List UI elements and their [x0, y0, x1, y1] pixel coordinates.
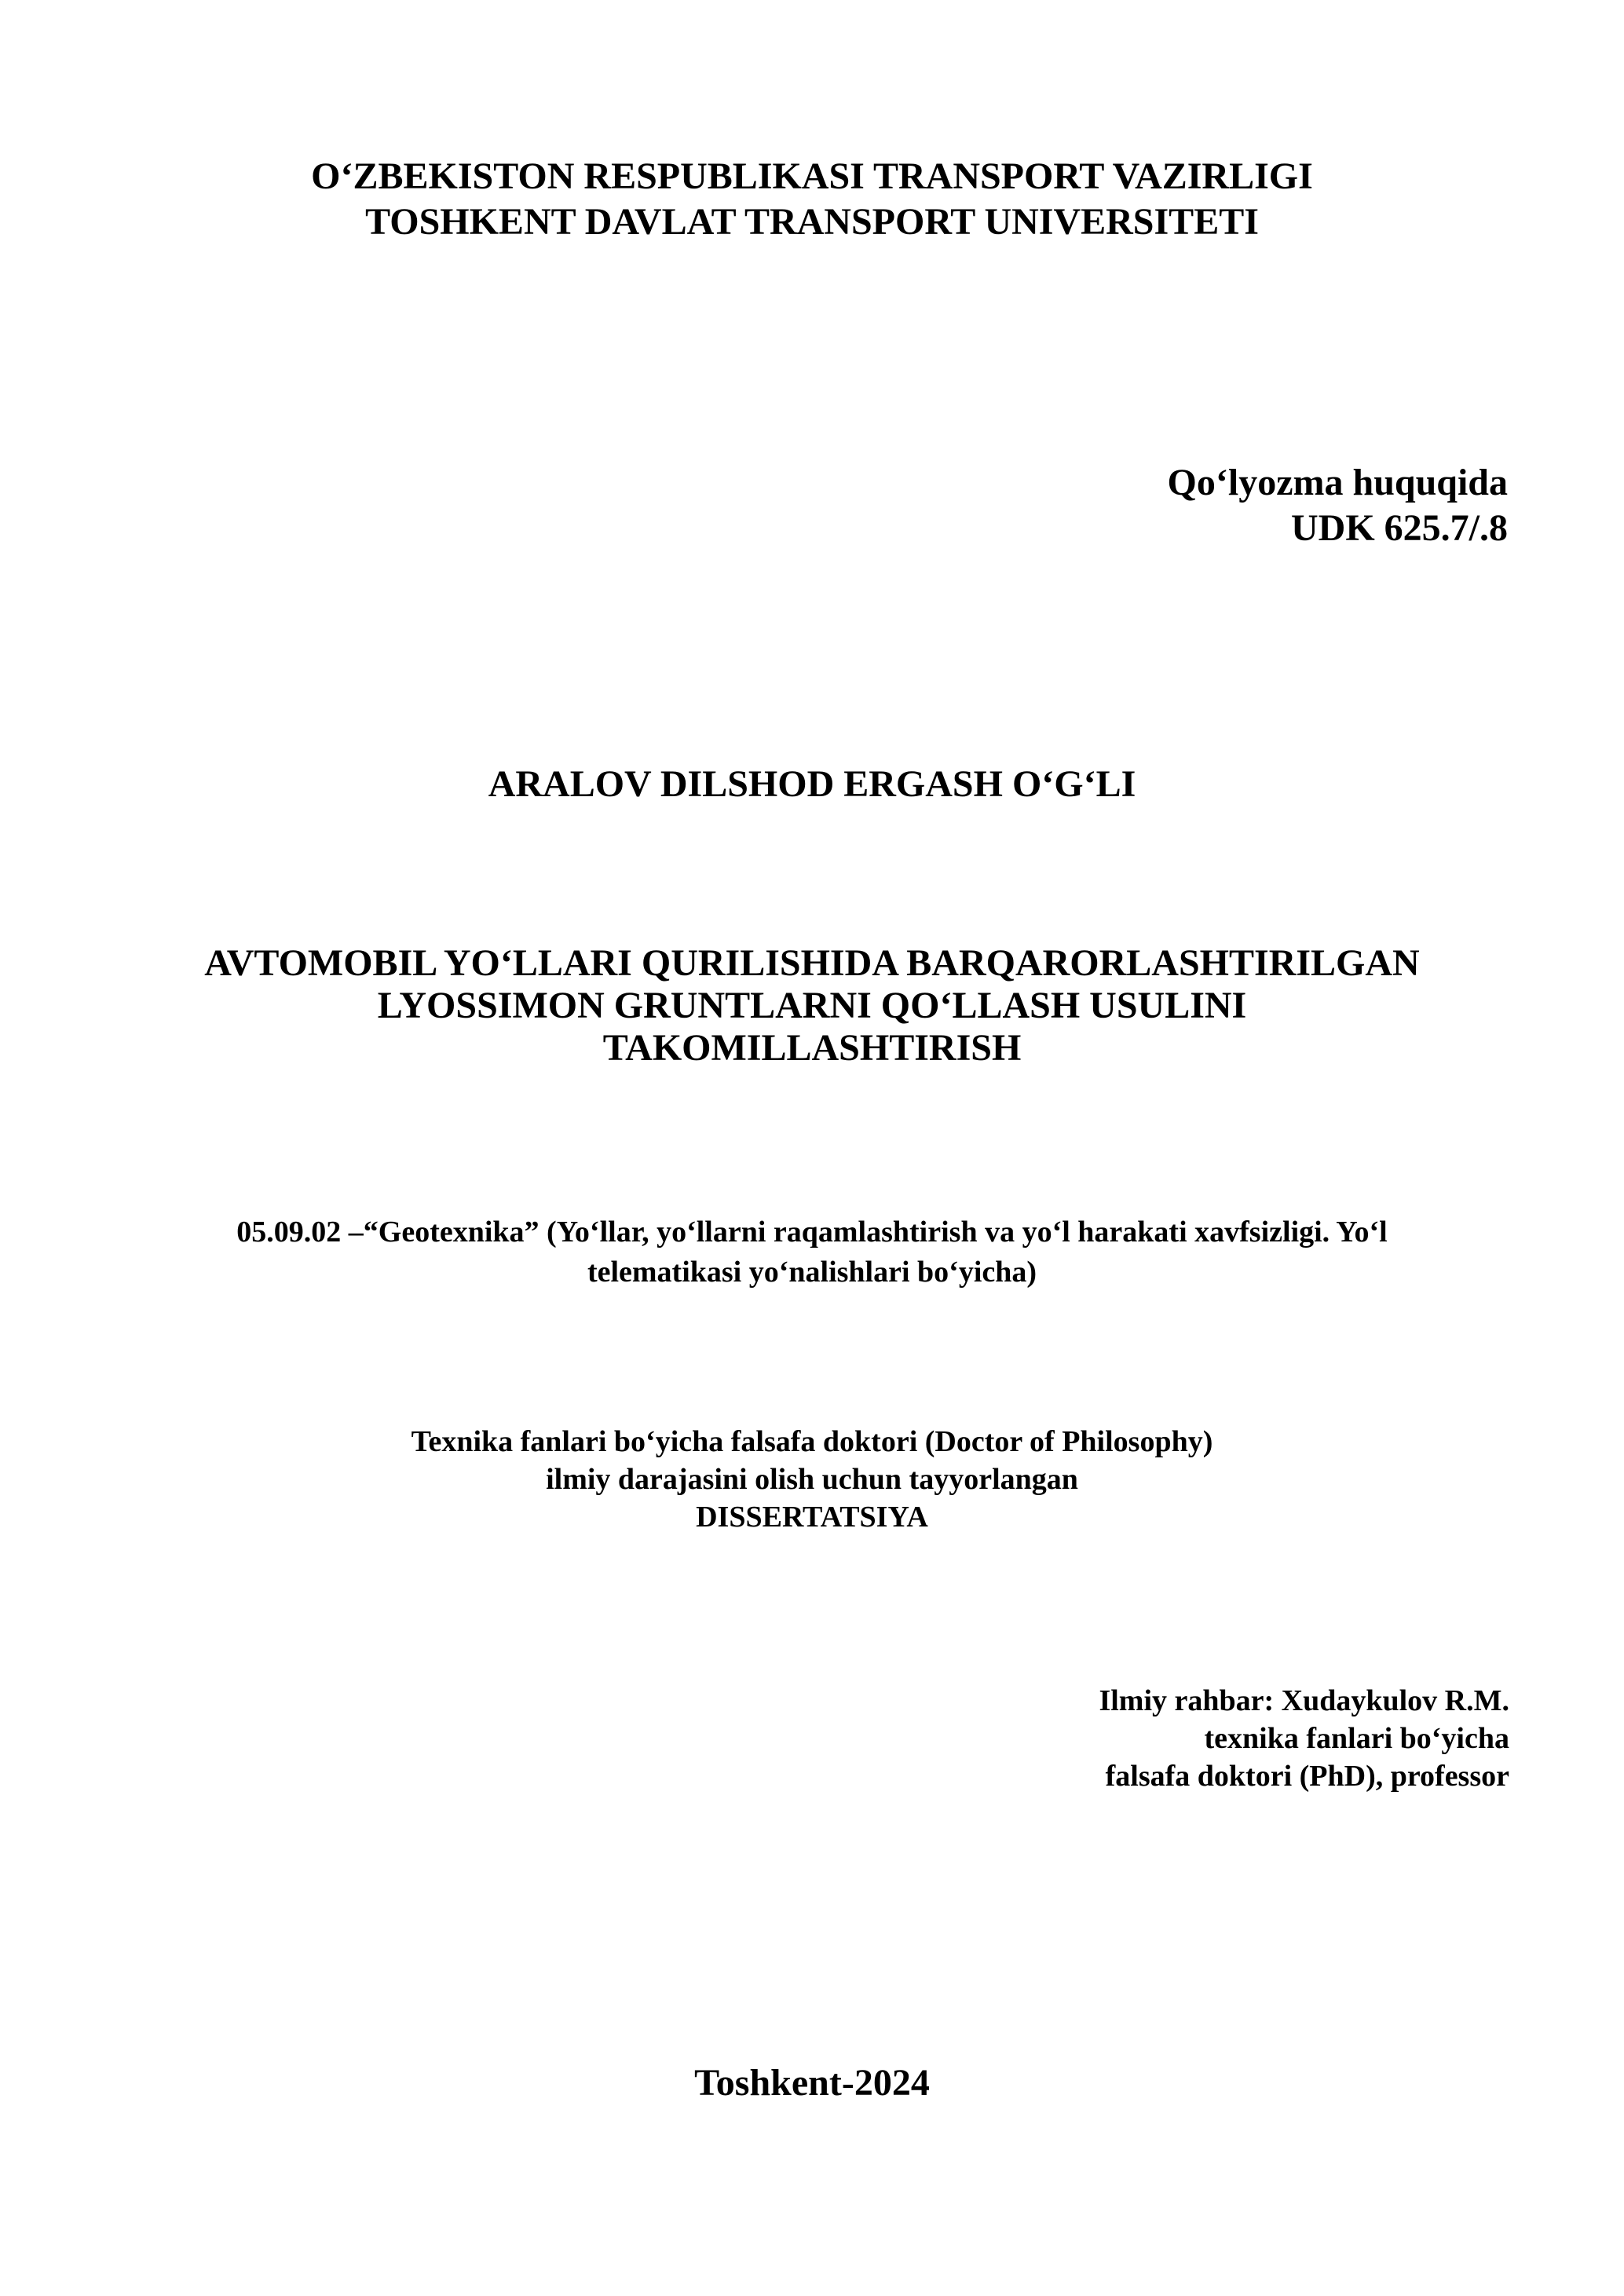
ministry-name: O‘ZBEKISTON RESPUBLIKASI TRANSPORT VAZIRLIGI [311, 155, 1313, 197]
manuscript-rights: Qo‘lyozma huquqida [1167, 462, 1508, 503]
place-year: Toshkent-2024 [694, 2062, 930, 2104]
document-type: DISSERTATSIYA [696, 1501, 928, 1534]
advisor-line: Ilmiy rahbar: Xudaykulov R.M. [1099, 1684, 1509, 1717]
rights-block [1168, 460, 1508, 551]
advisor-block [1099, 1682, 1509, 1795]
author-block [0, 762, 1624, 807]
place-year-block [0, 2060, 1624, 2106]
university-name: TOSHKENT DAVLAT TRANSPORT UNIVERSITETI [365, 201, 1259, 243]
title-line: AVTOMOBIL YO‘LLARI QURILISHIDA BARQARORLASHTIRILGAN [204, 942, 1420, 984]
specialty-line: 05.09.02 –“Geotexnika” (Yo‘llar, yo‘llarni raqamlashtirish va yo‘l harakati xavfsizligi. Yo‘l [236, 1216, 1388, 1249]
advisor-line: falsafa doktori (PhD), professor [1105, 1760, 1509, 1793]
advisor-line: texnika fanlari bo‘yicha [1204, 1722, 1509, 1755]
specialty-block [0, 1212, 1624, 1292]
dissertation-title [0, 942, 1624, 1069]
udk-code: UDK 625.7/.8 [1291, 507, 1508, 549]
title-line: LYOSSIMON GRUNTLARNI QO‘LLASH USULINI [377, 985, 1247, 1026]
ministry-header [0, 154, 1624, 245]
degree-line: ilmiy darajasini olish uchun tayyorlangan [546, 1463, 1078, 1496]
degree-line: Texnika fanlari bo‘yicha falsafa doktori (Doctor of Philosophy) [411, 1425, 1213, 1458]
title-line: TAKOMILLASHTIRISH [602, 1027, 1022, 1069]
degree-block [0, 1423, 1624, 1536]
specialty-line: telematikasi yo‘nalishlari bo‘yicha) [587, 1256, 1037, 1289]
author-name: ARALOV DILSHOD ERGASH O‘G‘LI [488, 763, 1136, 805]
